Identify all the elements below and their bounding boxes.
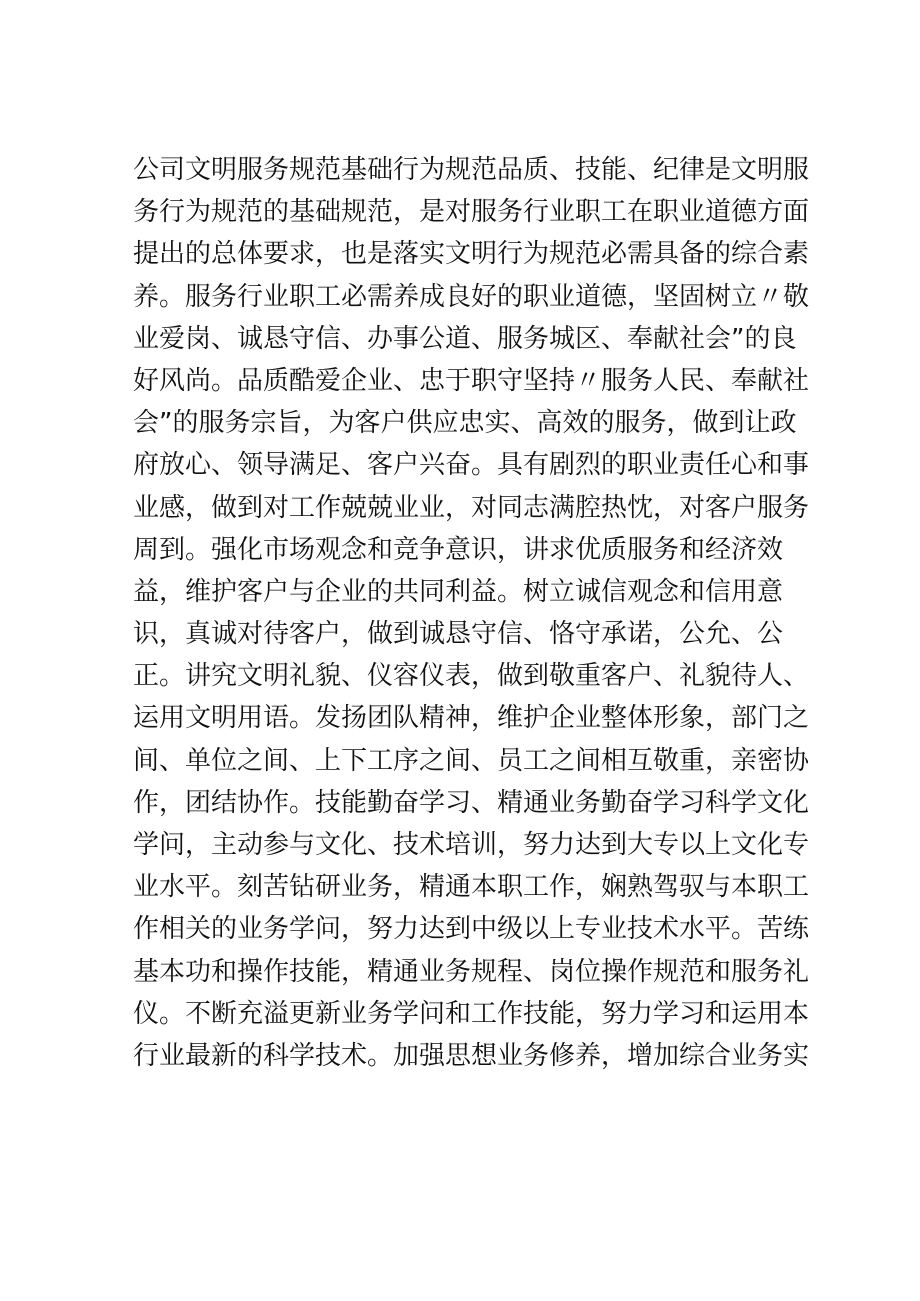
text-line: 运用文明用语。发扬团队精神，维护企业整体形象，部门之 [133, 703, 810, 734]
text-line: 好风尚。品质酷爱企业、忠于职守坚持〃服务人民、奉献社 [133, 365, 810, 396]
text-line: 业水平。刻苦钻研业务，精通本职工作，娴熟驾驭与本职工 [133, 872, 810, 903]
text-line: 正。讲究文明礼貌、仪容仪表，做到敬重客户、礼貌待人、 [133, 661, 810, 692]
text-line: 务行为规范的基础规范，是对服务行业职工在职业道德方面 [133, 197, 810, 228]
text-line: 提出的总体要求，也是落实文明行为规范必需具备的综合素 [133, 239, 810, 270]
text-line: 公司文明服务规范基础行为规范品质、技能、纪律是文明服 [133, 155, 810, 185]
text-line: 作，团结协作。技能勤奋学习、精通业务勤奋学习科学文化 [133, 787, 810, 818]
text-line: 仪。不断充溢更新业务学问和工作技能，努力学习和运用本 [133, 998, 810, 1029]
text-line: 益，维护客户与企业的共同利益。树立诚信观念和信用意 [133, 576, 784, 607]
text-line: 业感，做到对工作兢兢业业，对同志满腔热忱，对客户服务 [133, 492, 810, 523]
text-line: 学问，主动参与文化、技术培训，努力达到大专以上文化专 [133, 830, 810, 860]
text-line: 周到。强化市场观念和竞争意识，讲求优质服务和经济效 [133, 534, 784, 565]
text-line: 行业最新的科学技术。加强思想业务修养，增加综合业务实 [133, 1040, 810, 1071]
text-line: 识，真诚对待客户，做到诚恳守信、恪守承诺，公允、公 [133, 619, 784, 650]
text-line: 作相关的业务学问，努力达到中级以上专业技术水平。苦练 [133, 914, 810, 945]
body-paragraph [133, 149, 810, 1077]
text-line: 会”的服务宗旨，为客户供应忠实、高效的服务，做到让政 [133, 408, 797, 439]
text-line: 基本功和操作技能，精通业务规程、岗位操作规范和服务礼 [133, 956, 810, 987]
text-line: 养。服务行业职工必需养成良好的职业道德，坚固树立〃敬 [133, 281, 810, 312]
text-line: 府放心、领导满足、客户兴奋。具有剧烈的职业责任心和事 [133, 450, 810, 481]
text-line: 间、单位之间、上下工序之间、员工之间相互敬重，亲密协 [133, 745, 810, 776]
text-line: 业爱岗、诚恳守信、办事公道、服务城区、奉献社会”的良 [133, 323, 797, 354]
